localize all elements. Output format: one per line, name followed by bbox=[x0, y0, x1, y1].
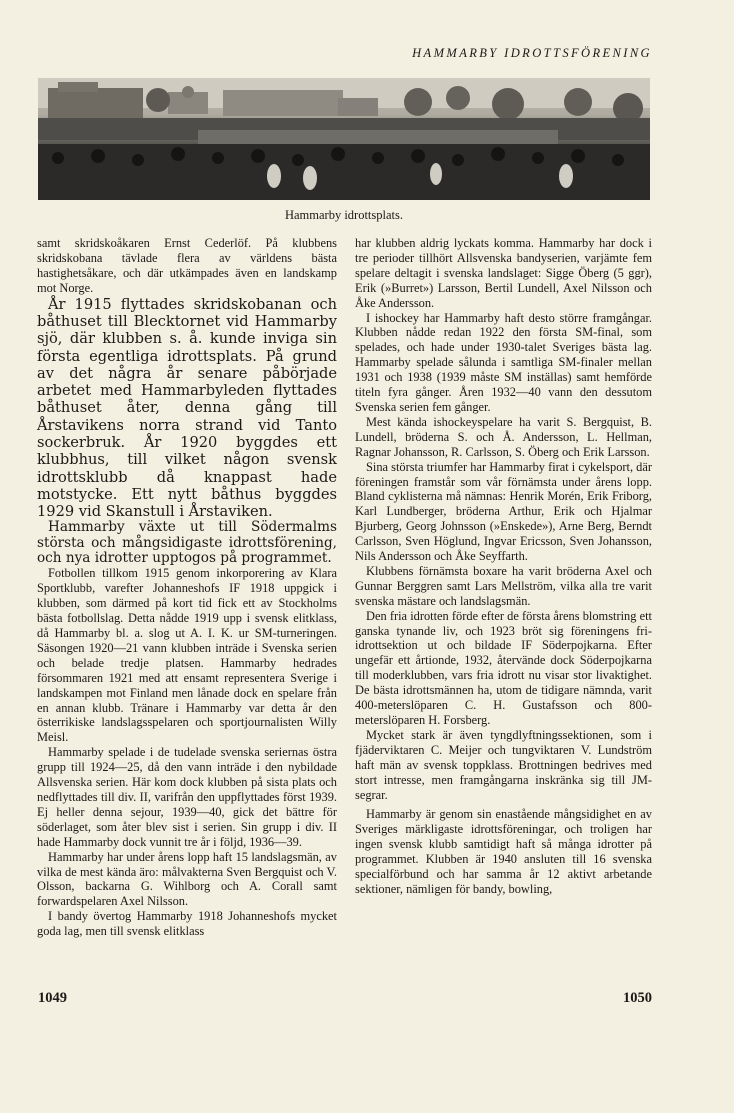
paragraph: Sina största triumfer har Hammarby firat i cykelsport, där föreningen framstår som vår förnämsta under årens lopp. Bland cyklisterna må nämnas: Henrik Morén, Erik Friborg, Karl Lundberger, bröderna Arthur, Erik och Hjalmar Bjurberg, Georg Johnsson (»Enskede»), Arne Berg, Berndt Carlsson, Sven Höglund, Ingvar Ericsson, Sven Johansson, Nils Andersson och Åke Seyffarth. bbox=[355, 459, 652, 564]
paragraph: samt skridskoåkaren Ernst Cederlöf. På klubbens skridskobana tävlade flera av världens bästa hastighetsåkare, och där utkämpades även en landskamp mot Norge. bbox=[37, 236, 337, 295]
paragraph: Mycket stark är även tyngdlyftningssektionen, som i fjäderviktaren C. Meijer och tungviktaren V. Lundström haft män av svensk toppklass. Brottningen bedrives med stort intresse, men framgångarna inskränka sig till JM-segrar. bbox=[355, 727, 652, 802]
paragraph: I bandy övertog Hammarby 1918 Johanneshofs mycket goda lag, men till svensk elitklass bbox=[37, 909, 337, 939]
paragraph: Den fria idrotten förde efter de första årens blomstring ett ganska tynande liv, och 1923 bröt sig föreningens fri-idrottsektion ut och bildade IF Söderpojkarna. Efter ungefär ett årtionde, 1932, återvände dock Söderpojkarna till moderklubben, vars fria idrott nu visar stor livaktighet. De bästa idrottsmännen ha, utom de tidigare nämnda, varit 400-meterslöparen C. H. Gustafsson och 800-meterslöparen H. Forsberg. bbox=[355, 608, 652, 727]
paragraph: Hammarby växte ut till Södermalms största och mångsidigaste idrottsförening, och nya idrotter upptogos på programmet. bbox=[37, 519, 337, 567]
paragraph: Fotbollen tillkom 1915 genom inkorporering av Klara Sportklubb, varefter Johanneshofs IF 1918 uppgick i klubben, som därmed på kort tid fick ett av Stockholms bästa fotbollslag. Detta nådde 1919 upp i svensk elitklass, då Hammarby bl. a. slog ut A. I. K. ur SM-turneringen. Säsongen 1920—21 vann klubben inträde i Svenska serien och belade tredje platsen. Hammarby hedrades försommaren 1921 med att ensamt representera Sverige i landskampen mot Finland men lånade dock en spelare från en annan klubb. Tränare i Hammarby var detta år den österrikiske landslagsspelaren och sportjournalisten Willy Meisl. bbox=[37, 566, 337, 745]
paragraph: Klubbens förnämsta boxare ha varit bröderna Axel och Gunnar Berggren samt Lars Mellström, vilka alla tre varit svenska mästare och landslagsmän. bbox=[355, 563, 652, 608]
paragraph: Hammarby har under årens lopp haft 15 landslagsmän, av vilka de mest kända äro: målvakterna Sven Bergquist och V. Olsson, backarna G. Wihlborg och A. Corall samt forwardspelaren Axel Nilsson. bbox=[37, 849, 337, 909]
paragraph: År 1915 flyttades skridskobanan och båthuset till Blecktornet vid Hammarby sjö, där klubben s. å. kunde inviga sin första egentliga idrottsplats. På grund av det några år senare påbörjade arbetet med Hammarbyleden flyttades båthuset åter, denna gång till Årstavikens norra strand vid Tanto sockerbruk. År 1920 byggdes ett klubbhus, till vilket någon svensk idrottsklubb då knappast hade motstycke. Ett nytt båthus byggdes 1929 vid Skanstull i Årstaviken. bbox=[37, 295, 337, 521]
paragraph: Mest kända ishockeyspelare ha varit S. Bergquist, B. Lundell, bröderna S. och Å. Andersson, L. Hellman, Ragnar Johansson, R. Carlsson, S. Öberg och Erik Larsson. bbox=[355, 414, 652, 459]
stadium-photo-drawing bbox=[38, 78, 650, 200]
paragraph: Hammarby spelade i de tudelade svenska seriernas östra grupp till 1924—25, då den vann inträde i den nybildade Allsvenska serien. Här kom dock klubben på sista plats och nedflyttades till div. II, varifrån den uppflyttades först 1939. Ej heller denna sejour, 1939—40, gick det bättre för söderlaget, som åter blev sist i serien. Sin grupp i div. II hade Hammarby dock vunnit tre år i följd, 1936—39. bbox=[37, 745, 337, 849]
paragraph: Hammarby är genom sin enastående mångsidighet en av Sveriges märkligaste idrottsföreningar, och troligen har ingen svensk klubb samtidigt haft så många idrotter på programmet. Klubben är 1940 ansluten till 16 svenska specialförbund och har samma år 12 aktivt arbetande sektioner, nämligen för bandy, bowling, bbox=[355, 807, 652, 896]
left-column bbox=[37, 236, 337, 939]
paragraph: I ishockey har Hammarby haft desto större framgångar. Klubben nådde redan 1922 den första SM-final, som spelades, och hade under 1930-talet Sveriges bästa lag. Hammarby spelade sålunda i samtliga SM-finaler mellan 1931 och 1938 (1939 måste SM inställas) samt hemförde titeln fyra gånger. Åren 1932—40 vann den dessutom Svenska serien fem gånger. bbox=[355, 310, 652, 414]
page-number-left: 1049 bbox=[38, 990, 67, 1006]
right-column bbox=[355, 236, 652, 897]
running-head: HAMMARBY IDROTTSFÖRENING bbox=[412, 46, 652, 60]
photo-caption: Hammarby idrottsplats. bbox=[284, 208, 404, 222]
paragraph: har klubben aldrig lyckats komma. Hammarby har dock i tre perioder tillhört Allsvenska bandyserien, varjämte fem spelare deltagit i svenska landslaget: Sigge Öberg (5 ggr), Erik (»Burret») Larsson, Bertil Lundell, Axel Nilsson och Åke Andersson. bbox=[355, 236, 652, 310]
page-number-right: 1050 bbox=[623, 990, 652, 1006]
stadium-photo bbox=[38, 78, 650, 200]
